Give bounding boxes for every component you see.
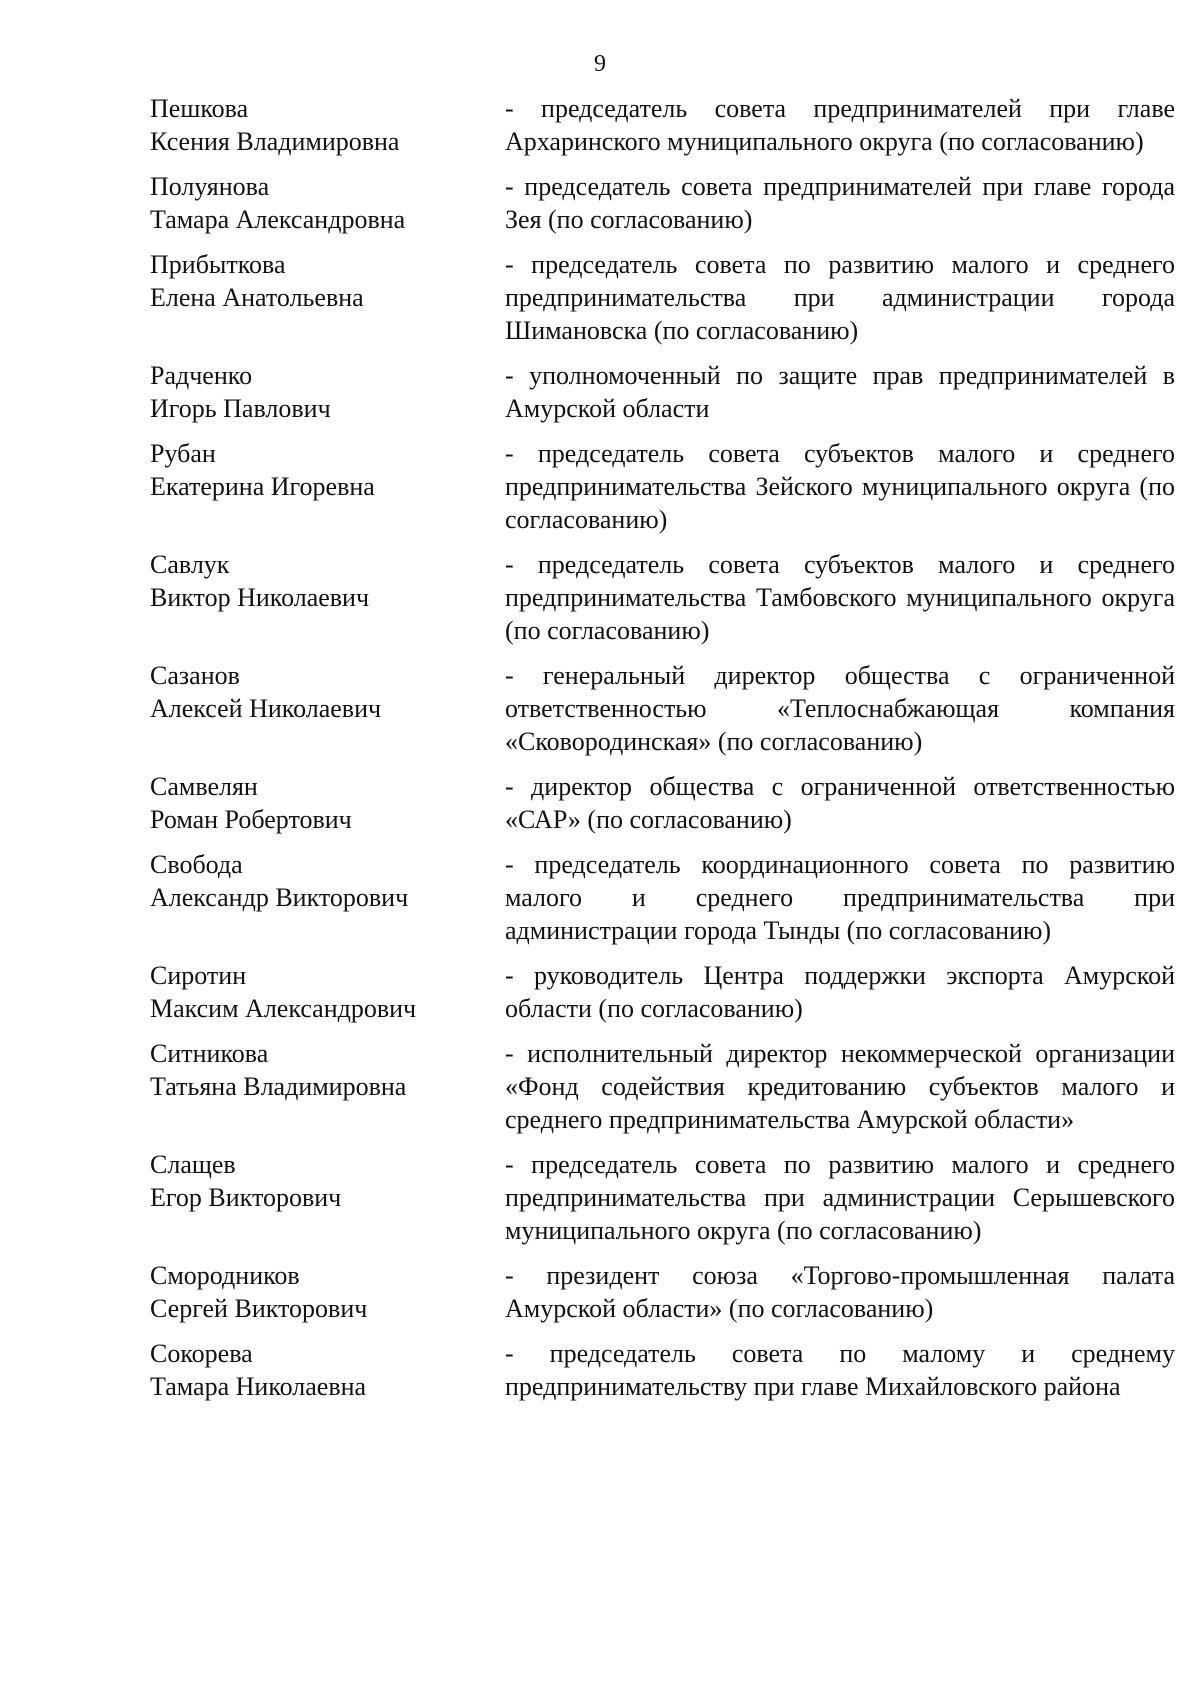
member-given-names: Игорь Павлович <box>150 394 331 423</box>
member-surname: Самвелян <box>150 772 258 801</box>
member-role: - председатель совета предпринимателей при главе города Зея (по согласованию) <box>505 172 1175 234</box>
list-item <box>150 170 1175 236</box>
member-given-names: Тамара Александровна <box>150 205 406 234</box>
member-given-names: Алексей Николаевич <box>150 694 382 723</box>
member-role: - председатель совета субъектов малого и среднего предпринимательства Тамбовского муниципального округа (по согласованию) <box>505 550 1175 645</box>
member-surname: Сазанов <box>150 661 240 690</box>
member-name <box>150 359 500 425</box>
member-surname: Пешкова <box>150 94 249 123</box>
member-role: - уполномоченный по защите прав предпринимателей в Амурской области <box>505 361 1175 423</box>
list-item <box>150 659 1175 758</box>
member-given-names: Егор Викторович <box>150 1183 342 1212</box>
member-role: - руководитель Центра поддержки экспорта Амурской области (по согласованию) <box>505 961 1175 1023</box>
list-item <box>150 770 1175 836</box>
list-item <box>150 248 1175 347</box>
member-role: - председатель совета субъектов малого и среднего предпринимательства Зейского муниципального округа (по согласованию) <box>505 439 1175 534</box>
member-role: - председатель совета предпринимателей при главе Архаринского муниципального округа (по согласованию) <box>505 94 1175 156</box>
member-role: - исполнительный директор некоммерческой организации «Фонд содействия кредитованию субъектов малого и среднего предпринимательства Амурской области» <box>505 1039 1175 1134</box>
member-surname: Свобода <box>150 850 243 879</box>
list-item <box>150 848 1175 947</box>
list-item <box>150 359 1175 425</box>
member-role: - председатель совета по развитию малого и среднего предпринимательства при администрации Серышевского муниципального округа (по согласованию) <box>505 1150 1175 1245</box>
list-item <box>150 1037 1175 1136</box>
member-name <box>150 170 500 236</box>
member-given-names: Екатерина Игоревна <box>150 472 375 501</box>
member-name <box>150 548 500 614</box>
member-surname: Ситникова <box>150 1039 269 1068</box>
member-role: - генеральный директор общества с ограниченной ответственностью «Теплоснабжающая компания «Сковородинская» (по согласованию) <box>505 661 1175 756</box>
member-role: - председатель совета по развитию малого и среднего предпринимательства при администрации города Шимановска (по согласованию) <box>505 250 1175 345</box>
member-given-names: Татьяна Владимировна <box>150 1072 407 1101</box>
member-name <box>150 770 500 836</box>
member-surname: Полуянова <box>150 172 270 201</box>
member-name <box>150 437 500 503</box>
member-given-names: Тамара Николаевна <box>150 1372 367 1401</box>
member-name <box>150 1337 500 1403</box>
member-surname: Смородников <box>150 1261 300 1290</box>
member-list <box>150 92 1175 1403</box>
list-item <box>150 1259 1175 1325</box>
member-name <box>150 248 500 314</box>
member-name <box>150 92 500 158</box>
member-name <box>150 1259 500 1325</box>
member-surname: Савлук <box>150 550 230 579</box>
member-role: - председатель совета по малому и среднему предпринимательству при главе Михайловского района <box>505 1339 1175 1401</box>
member-given-names: Роман Робертович <box>150 805 352 834</box>
member-role: - председатель координационного совета по развитию малого и среднего предпринимательства при администрации города Тынды (по согласованию) <box>505 850 1175 945</box>
list-item <box>150 437 1175 536</box>
member-given-names: Виктор Николаевич <box>150 583 370 612</box>
list-item <box>150 548 1175 647</box>
member-name <box>150 848 500 914</box>
list-item <box>150 959 1175 1025</box>
member-role: - президент союза «Торгово-промышленная палата Амурской области» (по согласованию) <box>505 1261 1175 1323</box>
list-item <box>150 92 1175 158</box>
member-given-names: Максим Александрович <box>150 994 417 1023</box>
member-name <box>150 1037 500 1103</box>
member-given-names: Ксения Владимировна <box>150 127 400 156</box>
member-name <box>150 959 500 1025</box>
member-name <box>150 659 500 725</box>
member-surname: Радченко <box>150 361 253 390</box>
page-number: 9 <box>594 51 606 77</box>
member-surname: Сиротин <box>150 961 247 990</box>
list-item <box>150 1337 1175 1403</box>
member-given-names: Елена Анатольевна <box>150 283 364 312</box>
member-given-names: Сергей Викторович <box>150 1294 368 1323</box>
member-name <box>150 1148 500 1214</box>
member-surname: Прибыткова <box>150 250 286 279</box>
member-surname: Слащев <box>150 1150 236 1179</box>
member-surname: Рубан <box>150 439 216 468</box>
member-surname: Сокорева <box>150 1339 253 1368</box>
member-role: - директор общества с ограниченной ответственностью «САР» (по согласованию) <box>505 772 1175 834</box>
member-given-names: Александр Викторович <box>150 883 409 912</box>
list-item <box>150 1148 1175 1247</box>
